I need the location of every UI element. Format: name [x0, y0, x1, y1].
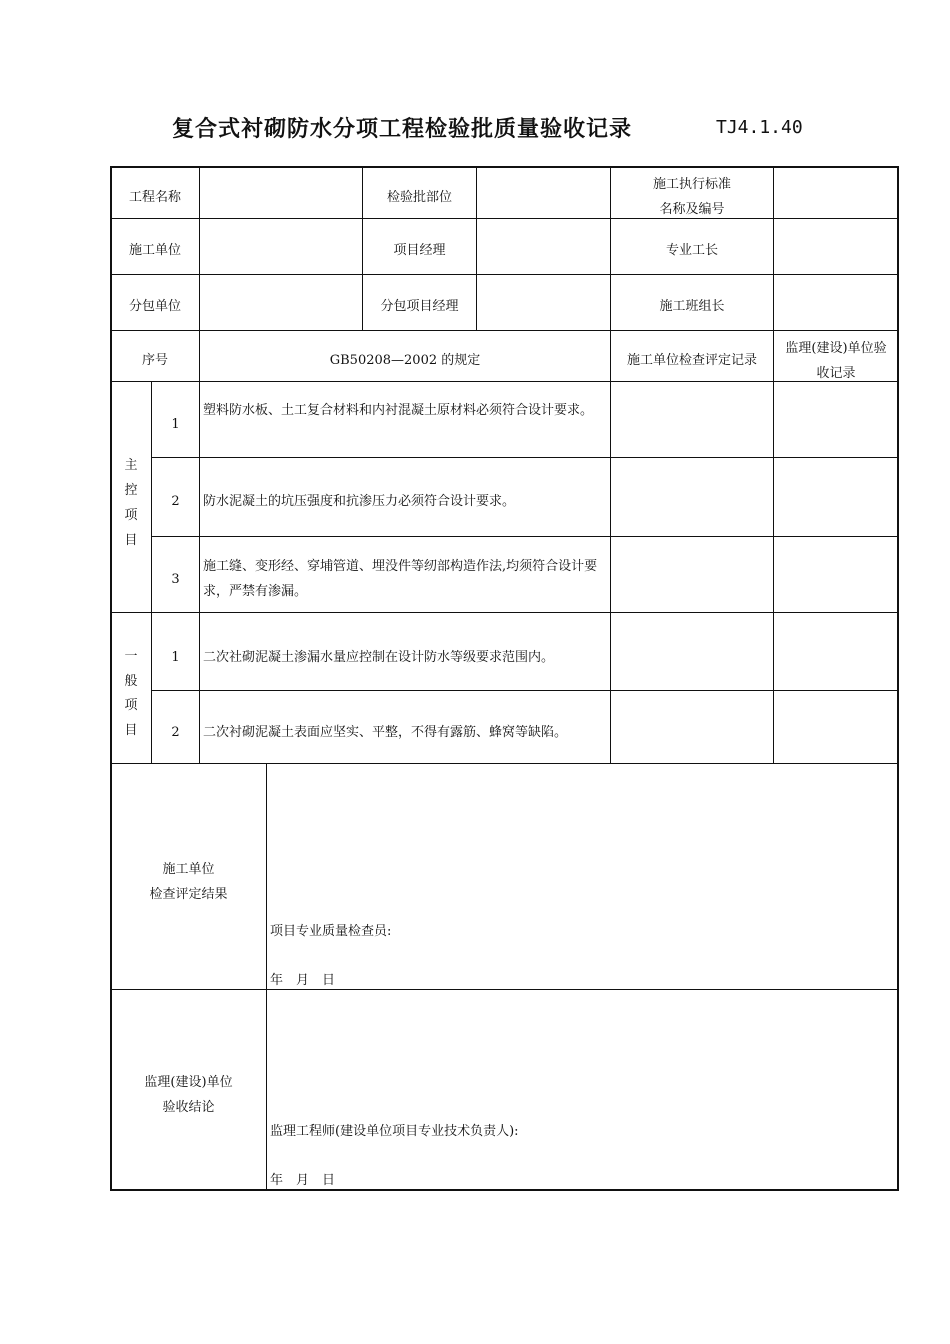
seq-header: 序号	[141, 353, 168, 368]
general-item-text: 二次衬砌泥凝土表面应坚实、平整，不得有露筋、蜂窝等缺陷。	[203, 725, 568, 740]
spec-header: GB50208—2002 的规定	[329, 353, 481, 368]
project-manager-label: 项目经理	[393, 243, 446, 258]
sub-project-manager-label: 分包项目经理	[380, 299, 459, 314]
contractor-record-header: 施工单位检查评定记录	[626, 353, 757, 368]
standard-label-line2: 名称及编号	[659, 202, 725, 217]
main-item-number: 1	[171, 417, 180, 432]
general-items-label-char: 项	[124, 698, 138, 713]
supervisor-conclusion-label-line1: 监理(建设)单位	[144, 1075, 233, 1090]
main-item-number: 3	[171, 572, 180, 587]
table-rule	[110, 330, 899, 331]
contractor-result-label-line1: 施工单位	[162, 862, 215, 877]
main-item-text: 塑料防水板、土工复合材料和内衬混凝土原材料必须符合设计要求。	[203, 403, 594, 418]
project-name-label: 工程名称	[128, 190, 181, 205]
inspection-location-label: 检验批部位	[386, 190, 452, 205]
general-item-number: 1	[171, 650, 180, 665]
foreman-label: 专业工长	[665, 243, 718, 258]
table-rule	[110, 989, 899, 990]
main-items-label-char: 目	[124, 533, 138, 548]
supervisor-conclusion-label-line2: 验收结论	[162, 1100, 215, 1115]
table-rule	[110, 274, 899, 275]
general-item-text: 二次社砌泥凝土渗漏水量应控制在设计防水等级要求范围内。	[203, 650, 555, 665]
contractor-result-label-line2: 检查评定结果	[149, 887, 228, 902]
supervisor-conclusion-date[interactable]: 年 月 日	[270, 1173, 336, 1188]
form-title: 复合式衬砌防水分项工程检验批质量验收记录	[172, 117, 633, 142]
contractor-label: 施工单位	[128, 243, 181, 258]
table-rule	[266, 763, 267, 1191]
main-item-number: 2	[171, 494, 180, 509]
general-items-label-char: 目	[124, 723, 138, 738]
table-rule	[151, 536, 899, 537]
team-leader-label: 施工班组长	[659, 299, 725, 314]
main-items-label-char: 控	[124, 483, 138, 498]
form-table	[110, 166, 899, 1191]
table-rule	[110, 612, 899, 613]
general-items-label-char: 一	[124, 649, 138, 664]
general-items-label-char: 般	[124, 674, 138, 689]
table-rule	[110, 763, 899, 764]
table-rule	[151, 457, 899, 458]
contractor-result-date[interactable]: 年 月 日	[270, 973, 336, 988]
main-item-text: 防水泥凝土的坑压强度和抗渗压力必须符合设计要求。	[203, 494, 516, 509]
quality-inspector-signature[interactable]: 项目专业质量检查员:	[270, 924, 392, 939]
main-items-label-char: 主	[124, 458, 138, 473]
subcontractor-label: 分包单位	[128, 299, 181, 314]
supervising-engineer-signature[interactable]: 监理工程师(建设单位项目专业技术负责人):	[270, 1124, 519, 1139]
supervisor-record-header-line2: 收记录	[816, 366, 856, 381]
general-item-number: 2	[171, 725, 180, 740]
main-item-text: 施工缝、变形经、穿埔管道、埋没件等纫部构造作法,均须符合设计要求，严禁有渗漏。	[203, 559, 598, 599]
standard-label-line1: 施工执行标准	[652, 177, 731, 192]
table-rule	[110, 218, 899, 219]
main-items-label-char: 项	[124, 508, 138, 523]
table-rule	[151, 690, 899, 691]
supervisor-record-header-line1: 监理(建设)单位验	[785, 341, 887, 356]
form-code: TJ4.1.40	[716, 117, 803, 138]
